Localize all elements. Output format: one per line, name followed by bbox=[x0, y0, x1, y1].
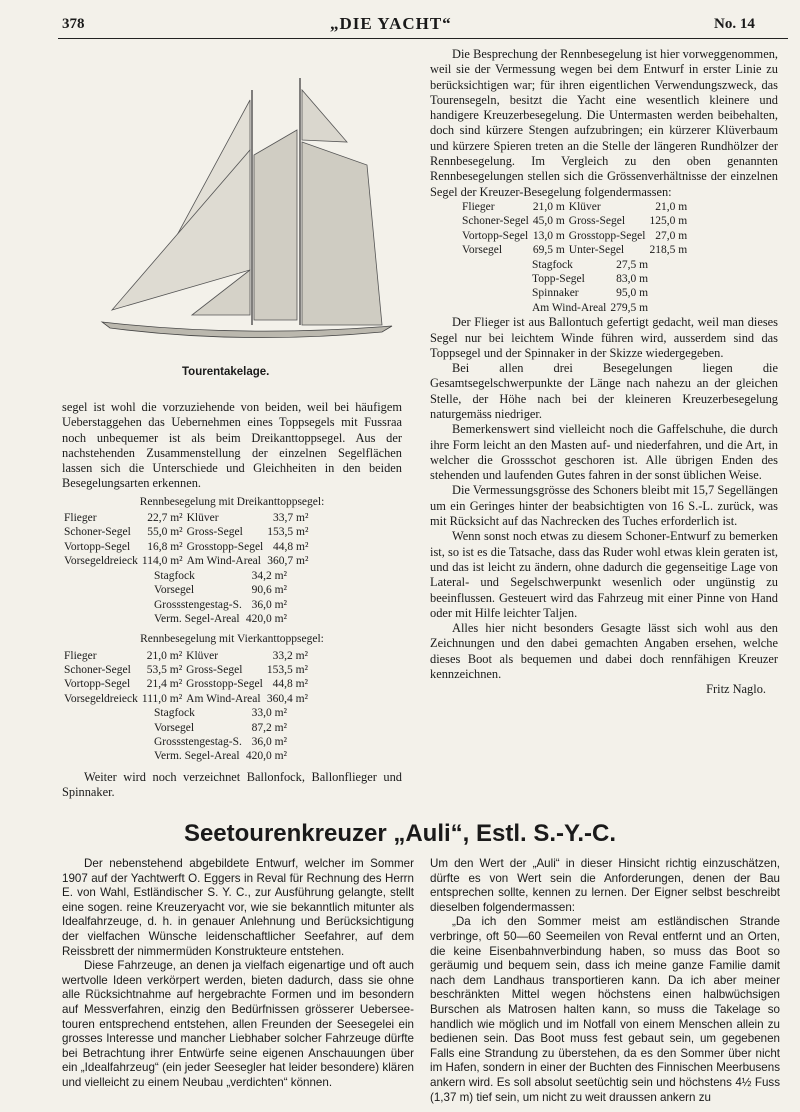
issue-number: No. 14 bbox=[714, 16, 755, 32]
table-label: Gross-Segel bbox=[568, 215, 626, 228]
paragraph: Der nebenstehend abgebildete Entwurf, welcher im Sommer 1907 auf der Yachtwerft O. Eggers in Reval für Rechnung des Herrn E. von Wahl, Estländischer S. Y. C., zur Ausführung gelangte, stellt eine sogen. reine Kreuzeryacht vor, wie sie bekanntlich mitunter als Idealfahrzeuge, d. h. in genauer Anlehnung und Berücksichtigung der vielfachen Wünsche leidenschaftlicher Seefahrer, auf dem Reissbrett der nimmermüden Konstrukteure entstehen. bbox=[62, 857, 414, 958]
table-label: Vorsegeldreieck bbox=[64, 692, 138, 705]
table-label: Klüver bbox=[568, 200, 601, 213]
table-row bbox=[62, 525, 310, 539]
table-value: 27,5 m bbox=[616, 258, 649, 271]
paragraph: Bei allen drei Besegelungen liegen die Gesamtsegelschwerpunkte der Länge nach nahezu an der gleichen Stelle, der Höhe nach bei der kleineren Kreuzerbesegelung naturgemäss niedriger. bbox=[430, 361, 778, 421]
table-label: Unter-Segel bbox=[568, 244, 625, 257]
table-row bbox=[530, 301, 650, 315]
table-row bbox=[460, 214, 689, 228]
table-value: 279,5 m bbox=[610, 301, 649, 314]
table-label: Schoner-Segel bbox=[64, 526, 131, 539]
table-value: 111,0 m² bbox=[141, 692, 183, 705]
table-label: Vortopp-Segel bbox=[64, 540, 131, 553]
table-value: 153,5 m² bbox=[267, 526, 309, 539]
table-value: 45,0 m bbox=[532, 215, 565, 228]
table-label: Am Wind-Areal bbox=[186, 692, 261, 705]
right-column-bottom bbox=[430, 857, 780, 1105]
table-row bbox=[62, 663, 310, 677]
page-number: 378 bbox=[62, 16, 85, 32]
table-label: Grosstopp-Segel bbox=[186, 678, 263, 691]
table-row bbox=[530, 286, 650, 300]
table-row bbox=[62, 540, 310, 554]
table-value: 33,7 m² bbox=[273, 512, 309, 525]
table-row bbox=[152, 569, 289, 583]
table-value: 420,0 m² bbox=[245, 750, 287, 763]
table-row bbox=[62, 677, 310, 691]
paragraph: Weiter wird noch verzeichnet Ballonfock, Ballonflieger und Spinnaker. bbox=[62, 769, 402, 800]
table-label: Stagfock bbox=[154, 707, 195, 720]
table-row bbox=[152, 706, 289, 720]
paragraph: Wenn sonst noch etwas zu diesem Schoner-Entwurf zu bemerken ist, so ist es die Tatsache, dass das Ruder wohl etwas klein geraten ist, und das ist leicht zu ändern, ohne dadurch die gegenseitige Lage von Lateral- und Segelschwerpunkt wesenlich oder ungünstig zu beeinflussen. Gesteuert wird das Fahrzeug mit einer Pinne von Hand oder mit Hilfe leichter Taljen. bbox=[430, 529, 778, 620]
table-value: 44,8 m² bbox=[272, 678, 308, 691]
table-value: 44,8 m² bbox=[273, 540, 309, 553]
paragraph: Diese Fahrzeuge, an denen ja vielfach eigenartige und oft auch wertvolle Ideen verkörpert werden, bieten dadurch, dass sie ohne alle Rücksichtnahme auf hergebrachte Formen und im besondern auf Messverfahren, einzig den Bedürfnissen grösserer Ueberseetouren entsprechend entstehen, allen Freunden der Seesegelei ein grosses Interesse und mancher Liebhaber solcher Fahrzeuge dürfte bei Betrachtung ihrer Entwürfe seine eigenen Anschauungen über ein „Idealfahrzeug“ (ein jeder Seesegler hat leider besondere) klären und vielleicht zu einem Neubau „verdichten“ können. bbox=[62, 959, 414, 1089]
table-row bbox=[152, 598, 289, 612]
paragraph: Die Besprechung der Rennbesegelung ist hier vorweggenommen, weil sie der Vermessung wegen bei dem Entwurf in erster Linie zu berücksichtigen war; für ihren eigentlichen Verwendungszweck, das Tourensegeln, besitzt die Yacht eine wesentlich kleinere und handigere Kreuzerbesegelung. Die Untermasten werden beibehalten, doch sind kürzere Stengen aufzubringen; ein kürzerer Klüverbaum und kürzere Spieren treten an die Stelle der längeren Rundhölzer der Rennbesegelung. Im Vergleich zu den oben genannten Rennbesegelungen stellen sich die Grössenverhältnisse der einzelnen Segel der Kreuzer-Besegelung folgendermassen: bbox=[430, 47, 778, 199]
table-label: Am Wind-Areal bbox=[186, 555, 261, 568]
table-row bbox=[460, 200, 689, 214]
table-value: 27,0 m bbox=[655, 229, 688, 242]
sail-table-vierkant-extra bbox=[152, 706, 289, 764]
table-row bbox=[530, 272, 650, 286]
table-label: Schoner-Segel bbox=[462, 215, 529, 228]
sail-plan-figure bbox=[82, 70, 402, 360]
table-label: Vorsegel bbox=[154, 584, 195, 597]
table-value: 360,4 m² bbox=[266, 692, 308, 705]
sail-table-dreikant bbox=[62, 511, 310, 569]
table-value: 53,5 m² bbox=[146, 664, 183, 677]
schoner-sail bbox=[254, 130, 297, 320]
table-label: Am Wind-Areal bbox=[532, 301, 607, 314]
table-value: 33,0 m² bbox=[251, 707, 287, 720]
paragraph: segel ist wohl die vorzuziehende von beiden, weil bei häufigem Ueberstaggehen das Uebernehmen eines Toppsegels mit Fussraa noch unbequemer ist als beim Dreikanttoppsegel. Aus der nachstehenden Zusammenstellung der einzelnen Segelflächen lassen sich die Unterschiede und Gleichheiten in den beiden Besegelungsarten erkennen. bbox=[62, 400, 402, 491]
table-label: Grossstengestag-S. bbox=[154, 736, 242, 749]
table-label: Klüver bbox=[186, 649, 219, 662]
table-value: 153,5 m² bbox=[266, 664, 308, 677]
table-label: Gross-Segel bbox=[186, 664, 243, 677]
section-title: Seetourenkreuzer „Auli“, Estl. S.-Y.-C. bbox=[183, 820, 617, 847]
paragraph: Um den Wert der „Auli“ in dieser Hinsicht richtig einzuschätzen, dürfte es von Wert sein die Anforderungen, denen der Bau entsprechen sollte, kennen zu lernen. Der Eigner selbst beschreibt dieselben folgendermassen: bbox=[430, 857, 780, 914]
table-row bbox=[152, 749, 289, 763]
table-label: Vorsegeldreieck bbox=[64, 555, 138, 568]
table-row bbox=[62, 649, 310, 663]
table-value: 21,0 m bbox=[655, 200, 688, 213]
table-value: 83,0 m bbox=[616, 273, 649, 285]
table-value: 114,0 m² bbox=[141, 555, 183, 568]
table-label: Flieger bbox=[462, 200, 495, 213]
table-row bbox=[152, 612, 289, 626]
table-value: 125,0 m bbox=[649, 215, 688, 228]
table-label: Topp-Segel bbox=[532, 273, 585, 285]
table-label: Flieger bbox=[64, 649, 97, 662]
table-value: 21,0 m bbox=[532, 200, 565, 213]
sail-table-dreikant-extra bbox=[152, 569, 289, 627]
paragraph: Der Flieger ist aus Ballontuch gefertigt gedacht, weil man dieses Segel nur bei leichtem Winde führen wird, ausserdem sind das Toppsegel und der Spinnaker in der Skizze wiedergegeben. bbox=[430, 315, 778, 360]
table-row bbox=[62, 692, 310, 706]
table-value: 55,0 m² bbox=[147, 526, 183, 539]
sail-table-kreuzer bbox=[460, 200, 689, 258]
grosstopp-sail bbox=[302, 90, 347, 142]
sail-table-kreuzer-extra bbox=[530, 258, 650, 316]
table-value: 34,2 m² bbox=[251, 569, 287, 582]
table-row bbox=[62, 554, 310, 568]
left-column-bottom bbox=[62, 857, 414, 1091]
table-row bbox=[460, 229, 689, 243]
table-label: Grosstopp-Segel bbox=[186, 540, 264, 553]
table-value: 16,8 m² bbox=[147, 540, 183, 553]
table-row bbox=[152, 735, 289, 749]
table-label: Schoner-Segel bbox=[64, 664, 131, 677]
table-label: Vorsegel bbox=[154, 721, 195, 734]
paragraph: Bemerkenswert sind vielleicht noch die Gaffelschuhe, die durch ihre Form leicht an den Masten auf- und niederfahren, und die Art, in welcher die Grossschot geschoren ist. Alle übrigen Enden des stehenden und laufenden Gutes fahren in der sonst üblichen Weise. bbox=[430, 422, 778, 483]
table-label: Grosstopp-Segel bbox=[568, 229, 646, 242]
table-row bbox=[530, 258, 650, 272]
table-row bbox=[62, 511, 310, 525]
table-value: 360,7 m² bbox=[267, 555, 309, 568]
table-value: 69,5 m bbox=[532, 244, 565, 257]
table-value: 33,2 m² bbox=[272, 649, 308, 662]
header-rule bbox=[58, 38, 788, 39]
left-column-top bbox=[62, 400, 402, 800]
table-row bbox=[152, 583, 289, 597]
table-label: Vorsegel bbox=[462, 244, 503, 257]
table-label: Klüver bbox=[186, 512, 219, 525]
table-value: 90,6 m² bbox=[251, 584, 287, 597]
table-label: Stagfock bbox=[154, 569, 195, 582]
table-title: Rennbesegelung mit Vierkanttoppsegel: bbox=[140, 633, 324, 646]
table-label: Vortopp-Segel bbox=[462, 229, 529, 242]
figure-caption: Tourentakelage. bbox=[182, 366, 270, 378]
table-label: Gross-Segel bbox=[186, 526, 243, 539]
table-value: 420,0 m² bbox=[245, 612, 287, 625]
table-row bbox=[460, 243, 689, 257]
table-row bbox=[152, 721, 289, 735]
author-signature: Fritz Naglo. bbox=[706, 682, 766, 697]
table-value: 22,7 m² bbox=[147, 512, 183, 525]
paragraph: Die Vermessungsgrösse des Schoners bleibt mit 15,7 Segellängen um ein Geringes hinter der beabsichtigten von 16 S.-L. zurück, was mit Rücksicht auf das Nachrecken des Tuches erforderlich ist. bbox=[430, 483, 778, 529]
table-value: 36,0 m² bbox=[251, 736, 287, 749]
table-label: Flieger bbox=[64, 512, 97, 525]
table-value: 95,0 m bbox=[616, 287, 649, 300]
table-value: 36,0 m² bbox=[251, 598, 287, 611]
table-label: Grossstengestag-S. bbox=[154, 598, 242, 611]
gross-sail bbox=[302, 142, 382, 325]
table-title: Rennbesegelung mit Dreikanttoppsegel: bbox=[139, 495, 325, 508]
paragraph: Alles hier nicht besonders Gesagte lässt sich wohl aus den Zeichnungen und den dabei gemachten Angaben ersehen, welche dieses Boot als bequemen und dabei doch rennfähigen Kreuzer kennzeichnen. bbox=[430, 621, 778, 682]
table-label: Stagfock bbox=[532, 258, 573, 271]
journal-title: „DIE YACHT“ bbox=[330, 14, 452, 33]
table-value: 21,0 m² bbox=[146, 649, 183, 662]
page-header bbox=[0, 14, 800, 40]
table-value: 218,5 m bbox=[649, 244, 688, 257]
table-value: 21,4 m² bbox=[146, 678, 183, 691]
right-column-top bbox=[430, 47, 778, 698]
table-label: Verm. Segel-Areal bbox=[154, 750, 240, 763]
table-label: Verm. Segel-Areal bbox=[154, 612, 240, 625]
table-label: Spinnaker bbox=[532, 287, 579, 300]
quote-paragraph: „Da ich den Sommer meist am estländischen Strande verbringe, oft 50—60 Seemeilen von Reval entfernt und an Orten, die keine Eisenbahnverbindung haben, so muss das Boot so geräumig und bequem sein, dass ich meine ganze Familie damit nach dem Landhaus transportieren kann. Da ich aber meiner beschränkten Mittel wegen höchstens einen halbwüchsigen Burschen als Matrosen halten kann, so muss die Takelage so handlich wie möglich und im Notfall von einem Menschen allein zu bedienen sein. Das Boot muss fest gebaut sein, um gegebenen Falls eine Strandung zu überstehen, da es den Sommer über nicht im Hafen, sondern in einer der Buchten des Finnischen Meerbusens ankern wird. Es soll absolut seetüchtig sein und höchstens 4½ Fuss (1,37 m) tief sein, um nicht zu weit draussen ankern zu bbox=[430, 915, 780, 1104]
table-label: Vortopp-Segel bbox=[64, 678, 131, 691]
table-value: 87,2 m² bbox=[251, 721, 287, 734]
table-value: 13,0 m bbox=[532, 229, 565, 242]
sail-table-vierkant bbox=[62, 649, 310, 707]
